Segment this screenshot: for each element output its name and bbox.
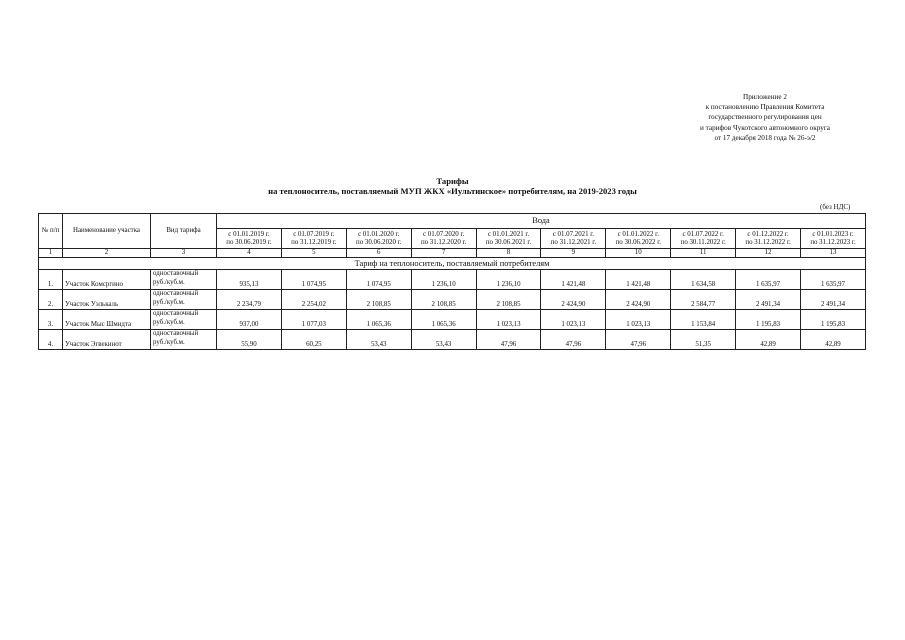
row-number: 2. — [39, 290, 63, 310]
table-row — [39, 290, 866, 310]
period-from: с 01.12.2022 г. — [747, 230, 789, 238]
tariff-kind-type: одноставочный — [153, 270, 199, 277]
tariff-value: 60,25 — [281, 330, 346, 350]
tariff-kind — [151, 270, 217, 290]
tariff-value: 1 195,83 — [801, 310, 866, 330]
period-header — [411, 229, 476, 249]
period-from: с 01.07.2020 г. — [422, 230, 465, 238]
row-number: 1. — [39, 270, 63, 290]
site-name: Участок Мыс Шмидта — [63, 310, 151, 330]
period-header — [476, 229, 541, 249]
tariff-value: 2 254,02 — [281, 290, 346, 310]
tariff-value: 2 234,79 — [217, 290, 282, 310]
tariff-kind-type: одноставочный — [153, 330, 199, 337]
site-name: Участок Эгвекинот — [63, 330, 151, 350]
tariff-value: 55,90 — [217, 330, 282, 350]
tariff-value: 1 153,84 — [671, 310, 736, 330]
tariff-value: 1 634,58 — [671, 270, 736, 290]
appendix-line: государственного регулирования цен — [708, 113, 822, 122]
tariff-value: 47,96 — [541, 330, 606, 350]
tariff-value: 1 023,13 — [541, 310, 606, 330]
appendix-line: от 17 декабря 2018 года № 26-э/2 — [714, 133, 816, 142]
tariff-value: 2 108,85 — [346, 290, 411, 310]
tariff-value: 1 065,36 — [346, 310, 411, 330]
tariff-value: 1 195,83 — [736, 310, 801, 330]
vat-note: (без НДС) — [820, 203, 851, 211]
column-number: 13 — [801, 249, 866, 258]
site-name: Участок Комсргино — [63, 270, 151, 290]
tariff-value: 1 236,10 — [411, 270, 476, 290]
period-from: с 01.01.2020 г. — [358, 230, 400, 238]
column-number: 6 — [346, 249, 411, 258]
col-header-kind: Вид тарифа — [151, 214, 217, 249]
tariff-value: 2 108,85 — [411, 290, 476, 310]
title-line-2: на теплоноситель, поставляемый МУП ЖКХ «Иультинское» потребителям, на 2019-2023 годы — [268, 186, 637, 196]
tariff-value: 2 108,85 — [476, 290, 541, 310]
tariff-value: 937,00 — [217, 310, 282, 330]
column-number: 9 — [541, 249, 606, 258]
tariff-kind-unit: руб./куб.м. — [153, 278, 185, 286]
title-line-1: Тарифы — [436, 176, 469, 186]
period-header — [606, 229, 671, 249]
tariff-value: 2 491,34 — [736, 290, 801, 310]
tariff-kind — [151, 290, 217, 310]
tariff-value: 1 023,13 — [476, 310, 541, 330]
period-to: по 30.06.2021 г. — [485, 238, 532, 246]
tariff-value: 1 023,13 — [606, 310, 671, 330]
period-to: по 31.12.2022 г. — [745, 238, 791, 246]
column-number: 1 — [39, 249, 63, 258]
row-number: 3. — [39, 310, 63, 330]
table-body — [39, 249, 866, 350]
section-title: Тариф на теплоноситель, поставляемый потребителям — [39, 258, 866, 270]
period-header — [281, 229, 346, 249]
period-header — [541, 229, 606, 249]
tariff-value: 1 421,48 — [606, 270, 671, 290]
column-number: 4 — [217, 249, 282, 258]
appendix-line: и тарифов Чукотского автономного округа — [700, 123, 830, 132]
tariff-value: 42,89 — [801, 330, 866, 350]
tariff-kind — [151, 310, 217, 330]
period-header — [346, 229, 411, 249]
period-from: с 01.07.2019 г. — [293, 230, 335, 238]
period-from: с 01.01.2019 г. — [228, 230, 270, 238]
table-row — [39, 310, 866, 330]
tariff-kind-type: одноставочный — [153, 290, 199, 297]
tariff-value: 1 236,10 — [476, 270, 541, 290]
column-number: 2 — [63, 249, 151, 258]
appendix-line: Приложение 2 — [743, 93, 787, 101]
period-header — [217, 229, 282, 249]
col-header-name: Наименование участка — [63, 214, 151, 249]
appendix-line: к постановлению Правления Комитета — [705, 103, 825, 112]
period-header — [736, 229, 801, 249]
period-from: с 01.01.2023 г. — [812, 230, 854, 238]
tariff-value: 935,13 — [217, 270, 282, 290]
appendix-block — [640, 92, 890, 143]
section-row — [39, 258, 866, 270]
column-number: 11 — [671, 249, 736, 258]
tariff-kind-unit: руб./куб.м. — [153, 318, 185, 326]
tariff-value: 1 635,97 — [801, 270, 866, 290]
table-row — [39, 270, 866, 290]
column-number: 12 — [736, 249, 801, 258]
tariff-value: 1 074,95 — [281, 270, 346, 290]
period-to: по 30.06.2020 г. — [356, 238, 402, 246]
period-from: с 01.01.2022 г. — [617, 230, 659, 238]
column-number-row — [39, 249, 866, 258]
tariff-kind-type: одноставочный — [153, 310, 199, 317]
column-number: 10 — [606, 249, 671, 258]
period-to: по 31.12.2023 г. — [810, 238, 856, 246]
tariff-value: 51,35 — [671, 330, 736, 350]
period-from: с 01.01.2021 г. — [487, 230, 530, 238]
row-number: 4. — [39, 330, 63, 350]
tariff-value: 1 065,36 — [411, 310, 476, 330]
period-to: по 30.06.2019 г. — [226, 238, 272, 246]
tariff-value: 2 584,77 — [671, 290, 736, 310]
tariff-value: 53,43 — [411, 330, 476, 350]
tariff-value: 1 077,03 — [281, 310, 346, 330]
tariff-value: 2 491,34 — [801, 290, 866, 310]
period-header — [801, 229, 866, 249]
column-number: 5 — [281, 249, 346, 258]
period-to: по 31.12.2021 г. — [550, 238, 597, 246]
tariff-value: 2 424,90 — [606, 290, 671, 310]
period-from: с 01.07.2022 г. — [682, 230, 724, 238]
period-to: по 30.11.2022 г. — [680, 238, 726, 246]
col-header-no: № п/п — [39, 214, 63, 249]
tariff-value: 47,96 — [606, 330, 671, 350]
period-to: по 30.06.2022 г. — [615, 238, 661, 246]
tariff-value: 1 421,48 — [541, 270, 606, 290]
group-header-water: Вода — [217, 214, 866, 229]
site-name: Участок Уэлькаль — [63, 290, 151, 310]
column-number: 8 — [476, 249, 541, 258]
tariff-kind — [151, 330, 217, 350]
tariff-kind-unit: руб./куб.м. — [153, 338, 185, 346]
tariff-table — [38, 213, 866, 350]
tariff-value: 42,89 — [736, 330, 801, 350]
column-number: 3 — [151, 249, 217, 258]
tariff-value: 2 424,90 — [541, 290, 606, 310]
tariff-value: 53,43 — [346, 330, 411, 350]
period-header — [671, 229, 736, 249]
column-number: 7 — [411, 249, 476, 258]
tariff-value: 1 074,95 — [346, 270, 411, 290]
period-to: по 31.12.2020 г. — [420, 238, 467, 246]
table-row — [39, 330, 866, 350]
period-from: с 01.07.2021 г. — [552, 230, 595, 238]
document-title — [0, 176, 905, 196]
period-to: по 31.12.2019 г. — [291, 238, 337, 246]
tariff-kind-unit: руб./куб.м. — [153, 298, 185, 306]
tariff-value: 1 635,97 — [736, 270, 801, 290]
tariff-value: 47,96 — [476, 330, 541, 350]
